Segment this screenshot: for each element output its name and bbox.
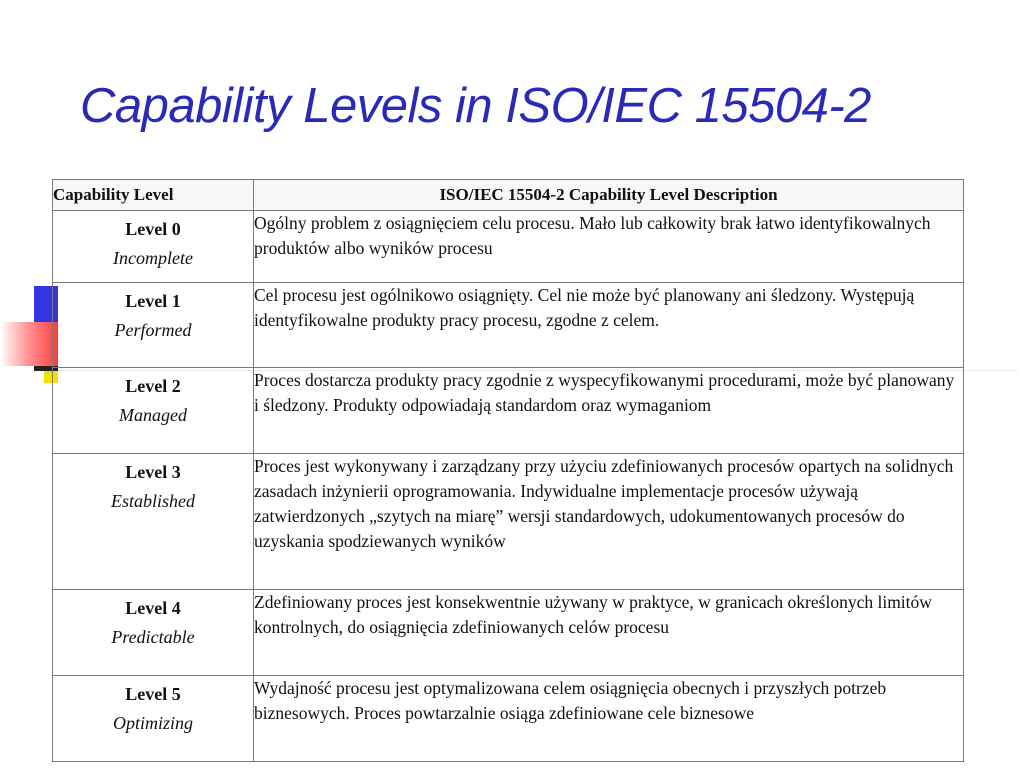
level-number: Level 0: [125, 219, 181, 239]
level-name: Predictable: [111, 627, 195, 647]
header-description: ISO/IEC 15504-2 Capability Level Description: [254, 180, 964, 211]
level-cell: [53, 211, 254, 283]
table-row: [53, 676, 964, 762]
decorative-red-gradient: [0, 322, 58, 366]
table-row: [53, 590, 964, 676]
header-capability-level: Capability Level: [53, 180, 254, 211]
level-cell: [53, 368, 254, 454]
level-name: Optimizing: [112, 713, 193, 733]
capability-levels-table: [52, 179, 964, 762]
table-row: [53, 283, 964, 368]
level-number: Level 1: [125, 291, 181, 311]
level-name: Incomplete: [113, 248, 193, 268]
level-number: Level 5: [125, 684, 181, 704]
table-row: [53, 368, 964, 454]
level-description: Proces jest wykonywany i zarządzany przy użyciu zdefiniowanych procesów opartych na solidnych zasadach inżynierii oprogramowania. Indywidualne implementacje procesów używają zatwierdzonych „szytych na miarę” wersji standardowych, udokumentowanych procesów do uzyskania spodziewanych wyników: [254, 454, 964, 590]
table-row: [53, 211, 964, 283]
level-description: Proces dostarcza produkty pracy zgodnie z wyspecyfikowanymi procedurami, może być planowany i śledzony. Produkty odpowiadają standardom oraz wymaganiom: [254, 368, 964, 454]
table-row: [53, 454, 964, 590]
level-cell: [53, 283, 254, 368]
level-description: Wydajność procesu jest optymalizowana celem osiągnięcia obecnych i przyszłych potrzeb biznesowych. Proces powtarzalnie osiąga zdefiniowane cele biznesowe: [254, 676, 964, 762]
level-name: Managed: [119, 405, 187, 425]
level-cell: [53, 676, 254, 762]
level-name: Performed: [114, 320, 192, 340]
level-cell: [53, 590, 254, 676]
level-description: Ogólny problem z osiągnięciem celu procesu. Mało lub całkowity brak łatwo identyfikowalnych produktów albo wyników procesu: [254, 211, 964, 283]
level-cell: [53, 454, 254, 590]
level-number: Level 2: [125, 376, 181, 396]
level-number: Level 4: [125, 598, 181, 618]
level-description: Zdefiniowany proces jest konsekwentnie używany w praktyce, w granicach określonych limitów kontrolnych, do osiągnięcia zdefiniowanych celów procesu: [254, 590, 964, 676]
table-header-row: [53, 180, 964, 211]
level-number: Level 3: [125, 462, 181, 482]
level-name: Established: [111, 491, 195, 511]
level-description: Cel procesu jest ogólnikowo osiągnięty. Cel nie może być planowany ani śledzony. Występują identyfikowalne produkty pracy procesu, zgodne z celem.: [254, 283, 964, 368]
slide-title: Capability Levels in ISO/IEC 15504-2: [80, 79, 871, 133]
